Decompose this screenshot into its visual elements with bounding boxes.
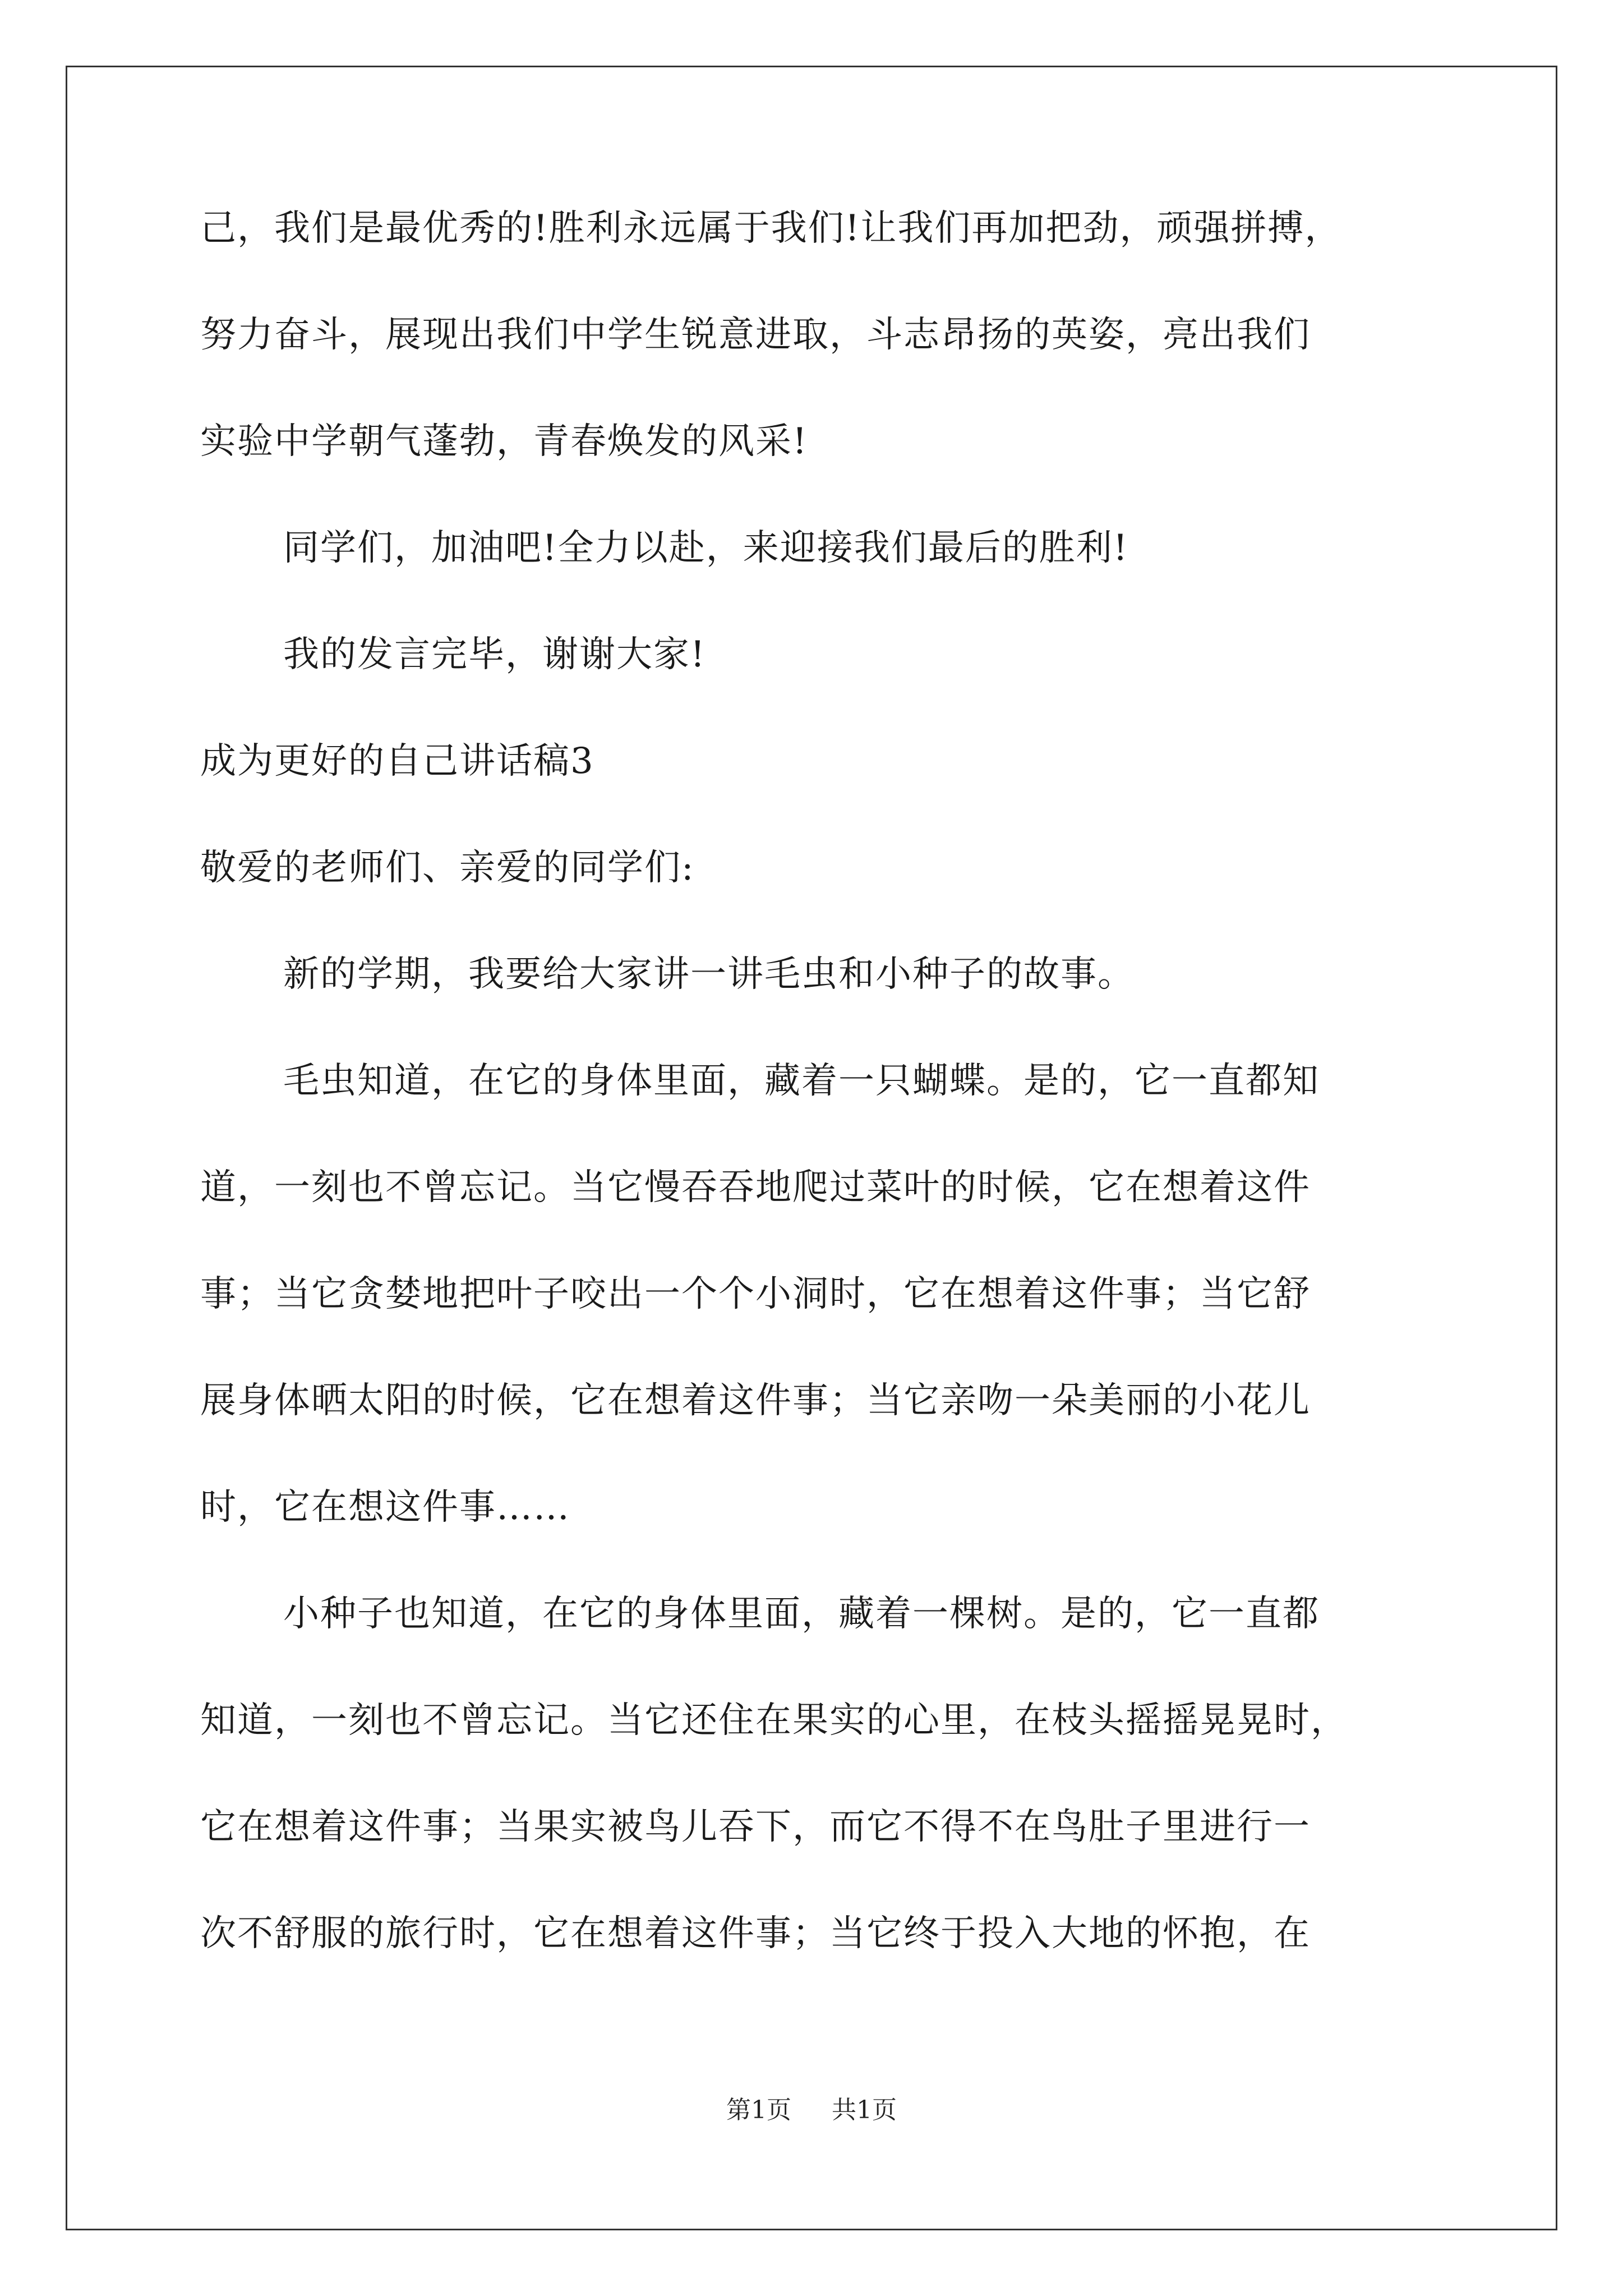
text-line: 知道，一刻也不曾忘记。当它还住在果实的心里，在枝头摇摇晃晃时， — [200, 1700, 1348, 1741]
text-line: 时，它在想这件事…… — [200, 1487, 570, 1528]
text-line: 新的学期，我要给大家讲一讲毛虫和小种子的故事。 — [283, 954, 1135, 995]
page-footer — [0, 2098, 1623, 2123]
text-line: 实验中学朝气蓬勃，青春焕发的风采! — [200, 421, 808, 462]
salutation: 敬爱的老师们、亲爱的同学们: — [200, 847, 695, 889]
text-line: 小种子也知道，在它的身体里面，藏着一棵树。是的，它一直都 — [283, 1593, 1320, 1635]
text-line: 它在想着这件事；当果实被鸟儿吞下，而它不得不在鸟肚子里进行一 — [200, 1806, 1311, 1848]
text-line: 毛虫知道，在它的身体里面，藏着一只蝴蝶。是的，它一直都知 — [283, 1060, 1320, 1102]
page-number-total: 共1页 — [832, 2096, 897, 2124]
page-number-current: 第1页 — [726, 2096, 791, 2124]
text-line: 展身体晒太阳的时候，它在想着这件事；当它亲吻一朵美丽的小花儿 — [200, 1380, 1311, 1421]
text-line: 次不舒服的旅行时，它在想着这件事；当它终于投入大地的怀抱，在 — [200, 1913, 1311, 1954]
text-line: 努力奋斗，展现出我们中学生锐意进取，斗志昂扬的英姿，亮出我们 — [200, 314, 1311, 356]
text-line: 事；当它贪婪地把叶子咬出一个个小洞时，它在想着这件事；当它舒 — [200, 1273, 1311, 1315]
text-line: 道，一刻也不曾忘记。当它慢吞吞地爬过菜叶的时候，它在想着这件 — [200, 1167, 1311, 1208]
section-title: 成为更好的自己讲话稿3 — [200, 740, 594, 782]
text-line: 同学们，加油吧!全力以赴，来迎接我们最后的胜利! — [283, 527, 1129, 569]
document-body — [200, 210, 1434, 2022]
text-line: 己，我们是最优秀的!胜利永远属于我们!让我们再加把劲，顽强拼搏， — [200, 208, 1342, 249]
text-line: 我的发言完毕，谢谢大家! — [283, 634, 706, 675]
